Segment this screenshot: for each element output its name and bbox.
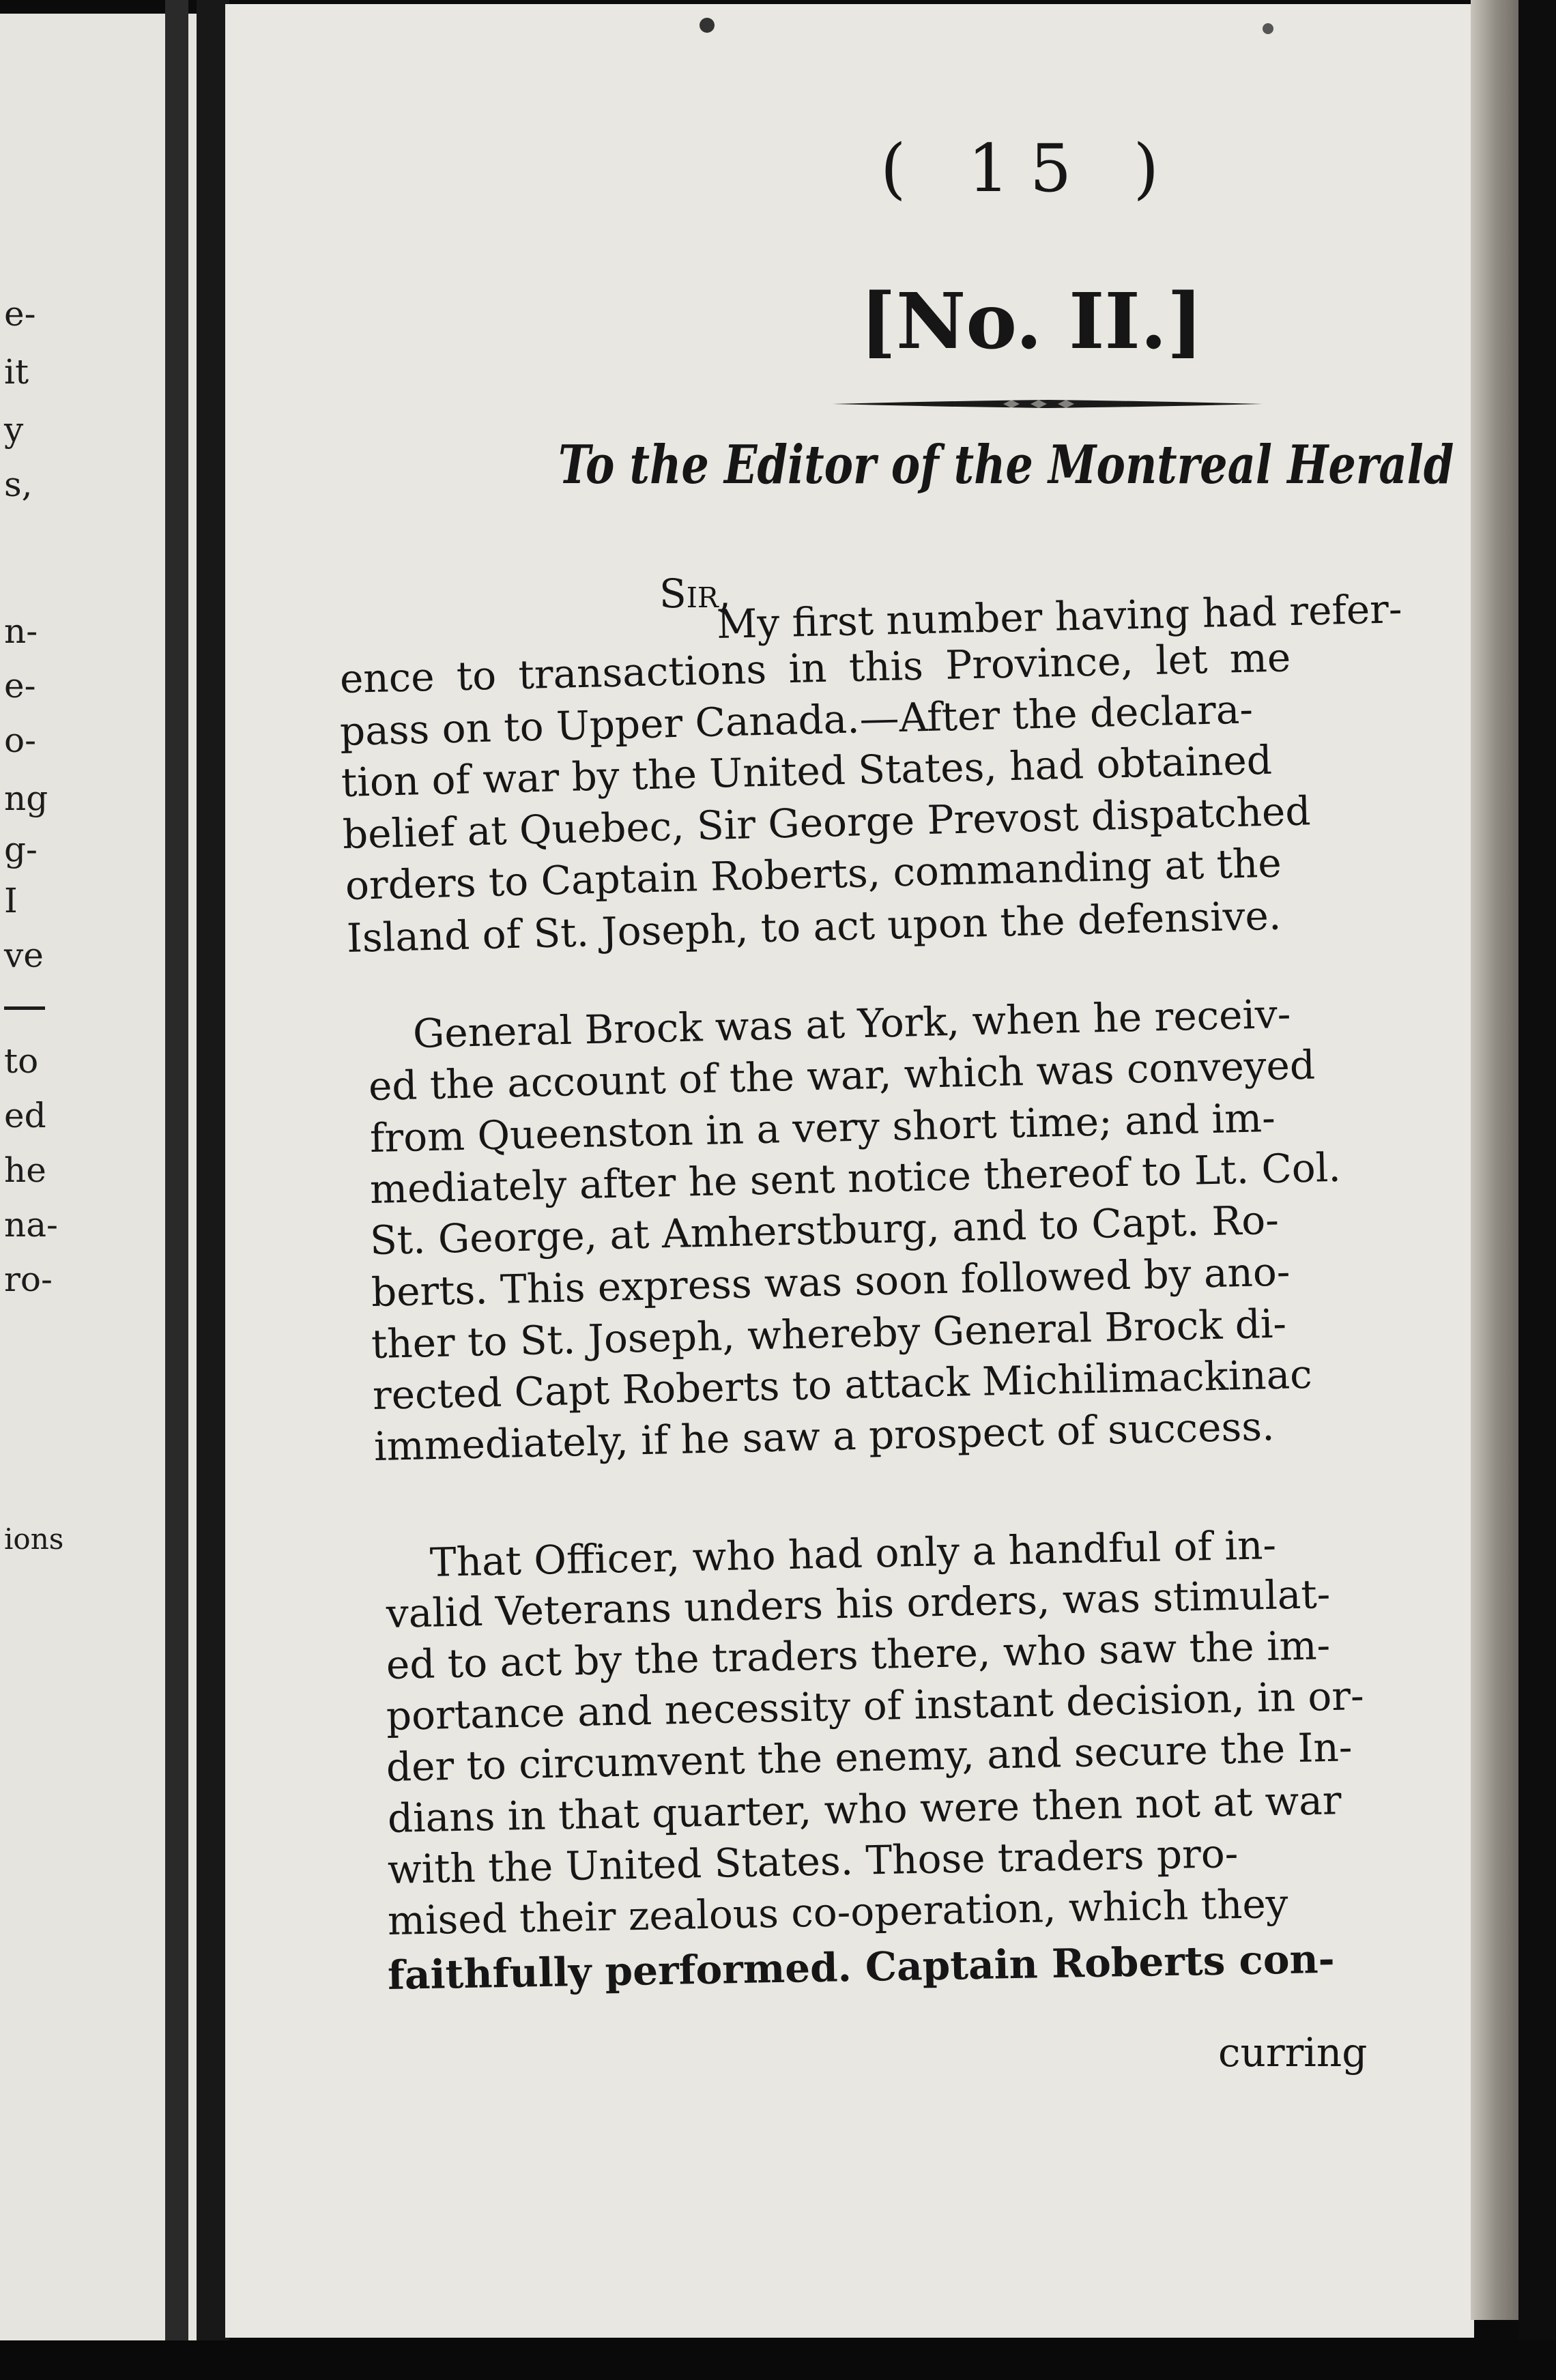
text-line: General Brock was at York, when he receiv- bbox=[412, 990, 1292, 1057]
facing-page-fragment: e- bbox=[4, 294, 36, 334]
gutter-shadow bbox=[165, 0, 188, 2380]
ornamental-rule bbox=[833, 398, 1263, 409]
text-line: belief at Quebec, Sir George Prevost dispatched bbox=[342, 787, 1312, 858]
text-line: tion of war by the United States, had obtained bbox=[341, 736, 1273, 806]
text-line: rected Capt Roberts to attack Michilimackinac bbox=[372, 1350, 1313, 1419]
facing-page-fragment: he bbox=[4, 1150, 46, 1190]
text-line: That Officer, who had only a handful of in- bbox=[429, 1522, 1277, 1586]
paper-speck bbox=[700, 18, 715, 33]
facing-page-fragment: na- bbox=[4, 1205, 58, 1245]
section-heading: [No. II.] bbox=[860, 277, 1203, 366]
facing-page-fragment: n- bbox=[4, 611, 38, 651]
text-line: berts. This express was soon followed by ano- bbox=[371, 1248, 1291, 1316]
facing-page-rule bbox=[4, 1006, 45, 1010]
facing-page-fragment: it bbox=[4, 352, 29, 392]
page-number: ( 15 ) bbox=[880, 130, 1180, 207]
text-line: from Queenston in a very short time; and im- bbox=[369, 1094, 1276, 1161]
text-line: ence to transactions in this Province, let me bbox=[339, 634, 1291, 702]
text-line: with the United States. Those traders pro- bbox=[387, 1830, 1239, 1893]
text-line: Island of St. Joseph, to act upon the defensive. bbox=[346, 892, 1282, 961]
text-line: ed to act by the traders there, who saw the im- bbox=[386, 1622, 1331, 1688]
facing-page-fragment: s, bbox=[4, 465, 33, 504]
facing-page-fragment: e- bbox=[4, 666, 36, 706]
text-line: portance and necessity of instant decision, in or- bbox=[386, 1672, 1365, 1739]
letter-address: To the Editor of the Montreal Herald bbox=[558, 434, 1454, 496]
text-line: faithfully performed. Captain Roberts con- bbox=[387, 1935, 1336, 1999]
facing-page-fragment: ions bbox=[4, 1522, 64, 1556]
text-line: orders to Captain Roberts, commanding at the bbox=[345, 839, 1282, 909]
text-line: pass on to Upper Canada.—After the declara- bbox=[339, 686, 1254, 755]
text-line: dians in that quarter, who were then not at war bbox=[387, 1777, 1342, 1842]
facing-page-fragment: o- bbox=[4, 721, 36, 760]
text-line: der to circumvent the enemy, and secure the In- bbox=[386, 1724, 1353, 1790]
text-line: immediately, if he saw a prospect of success. bbox=[373, 1403, 1276, 1470]
facing-page-fragment: to bbox=[4, 1041, 39, 1081]
facing-page-fragment: I bbox=[4, 881, 18, 920]
text-line: valid Veterans unders his orders, was stimulat- bbox=[386, 1571, 1331, 1637]
letter-salutation: Sir, bbox=[659, 570, 732, 617]
facing-page-fragment: ng bbox=[4, 779, 48, 818]
text-line: St. George, at Amherstburg, and to Capt. Ro- bbox=[369, 1196, 1280, 1264]
text-line: mised their zealous co-operation, which they bbox=[387, 1880, 1289, 1944]
book-spine bbox=[197, 0, 229, 2380]
text-line: mediately after he sent notice thereof to Lt. Col. bbox=[369, 1144, 1342, 1213]
scan-border bbox=[0, 2340, 1556, 2380]
text-line: ther to St. Joseph, whereby General Brock di- bbox=[371, 1300, 1287, 1367]
book-page bbox=[225, 4, 1474, 2338]
paper-speck bbox=[1263, 23, 1273, 34]
page-edge-shadow bbox=[1518, 0, 1556, 2380]
facing-page-fragment: ve bbox=[4, 935, 44, 975]
facing-page-fragment: ed bbox=[4, 1096, 46, 1135]
text-line: ed the account of the war, which was conveyed bbox=[368, 1041, 1316, 1109]
facing-page-fragment: y bbox=[4, 410, 24, 450]
catchword: curring bbox=[1218, 2029, 1368, 2076]
text-line: My first number having had refer- bbox=[716, 585, 1403, 648]
facing-page-fragment: ro- bbox=[4, 1260, 53, 1299]
facing-page-fragment: g- bbox=[4, 830, 38, 869]
